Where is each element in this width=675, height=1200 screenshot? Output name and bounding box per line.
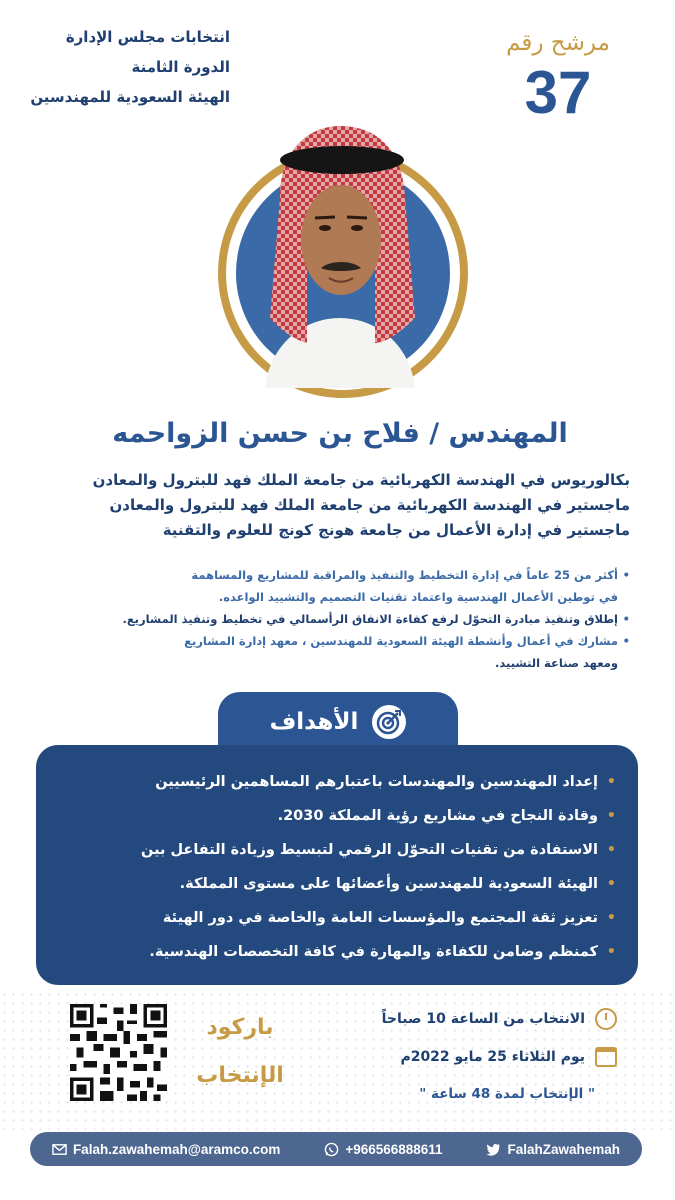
clock-icon — [595, 1008, 617, 1030]
contact-bar — [30, 1132, 642, 1166]
qualification-item: ماجستير في الهندسة الكهربائية من جامعة الملك فهد للبترول والمعادن — [109, 496, 630, 514]
qualification-item: ماجستير في إدارة الأعمال من جامعة هونج كونج للعلوم والتقنية — [162, 521, 630, 539]
goals-list — [60, 765, 616, 969]
experience-item-line: أكثر من 25 عاماً في إدارة التخطيط والتنفيذ والمراقبة للمشاريع والمساهمة — [191, 568, 618, 582]
qualification-item: بكالوريوس في الهندسة الكهربائية من جامعة الملك فهد للبترول والمعادن — [92, 471, 630, 489]
goal-item: • الهيئة السعودية للمهندسين وأعضائها على مستوى المملكة. — [60, 867, 616, 901]
email-icon — [52, 1142, 67, 1157]
header-organization: الهيئة السعودية للمهندسين — [30, 88, 230, 106]
experience-item-line: في توطين الأعمال الهندسية واعتماد تقنيات التصميم والتشييد الواعده. — [218, 590, 618, 604]
election-date — [400, 1047, 617, 1067]
header-session: الدورة الثامنة — [131, 58, 230, 76]
candidate-portrait — [225, 118, 455, 388]
experience-item-line: ومعهد صناعة التشييد. — [494, 656, 618, 670]
election-qr-code[interactable] — [70, 1004, 167, 1101]
election-date-text: يوم الثلاثاء 25 مايو 2022م — [400, 1049, 585, 1065]
experience-item-line: مشارك في أعمال وأنشطة الهيئة السعودية للمهندسين ، معهد إدارة المشاريع — [184, 634, 618, 648]
barcode-label-line2: الإنتخاب — [196, 1063, 284, 1088]
twitter-icon — [486, 1142, 501, 1157]
experience-item-line: إطلاق وتنفيذ مبادرة التحوّل لرفع كفاءة الانفاق الرأسمالي في تخطيط وتنفيذ المشاريع. — [122, 612, 618, 626]
goals-heading — [218, 700, 458, 744]
contact-twitter[interactable] — [486, 1142, 620, 1157]
contact-phone-text: +966566888611 — [345, 1141, 443, 1157]
candidate-label: مرشح رقم — [506, 30, 610, 56]
contact-twitter-text: FalahZawahemah — [507, 1141, 621, 1157]
election-duration: " الإنتخاب لمدة 48 ساعة " — [419, 1086, 595, 1102]
candidate-name: المهندس / فلاح بن حسن الزواحمه — [112, 418, 568, 449]
experience-list — [40, 564, 630, 674]
experience-item — [40, 608, 630, 630]
election-time-text: الانتخاب من الساعة 10 صباحاً — [381, 1011, 585, 1027]
goal-item: • الاستفادة من تقنيات التحوّل الرقمي لتبسيط وزيادة التفاعل بين — [60, 833, 616, 867]
goals-title: الأهداف — [269, 709, 359, 735]
goal-item: • تعزيز ثقة المجتمع والمؤسسات العامة والخاصة في دور الهيئة — [60, 901, 616, 935]
election-time — [382, 1008, 617, 1030]
whatsapp-icon — [324, 1142, 339, 1157]
goal-item: • إعداد المهندسين والمهندسات باعتبارهم المساهمين الرئيسيين — [60, 765, 616, 799]
contact-email[interactable] — [52, 1142, 281, 1157]
header-election-title: انتخابات مجلس الإدارة — [65, 28, 230, 46]
barcode-label-line1: باركود — [206, 1015, 274, 1040]
contact-email-text: Falah.zawahemah@aramco.com — [72, 1141, 281, 1157]
goal-item: • كمنظم وضامن للكفاءة والمهارة في كافة التخصصات الهندسية. — [60, 935, 616, 969]
candidate-number: 37 — [524, 59, 592, 126]
qualifications-list — [40, 468, 630, 543]
contact-phone[interactable] — [324, 1142, 442, 1157]
goal-item: • وقادة النجاح في مشاريع رؤية المملكة 2030. — [60, 799, 616, 833]
target-icon — [372, 705, 406, 739]
experience-item — [40, 564, 630, 608]
experience-item — [40, 630, 630, 674]
calendar-icon — [595, 1047, 617, 1067]
